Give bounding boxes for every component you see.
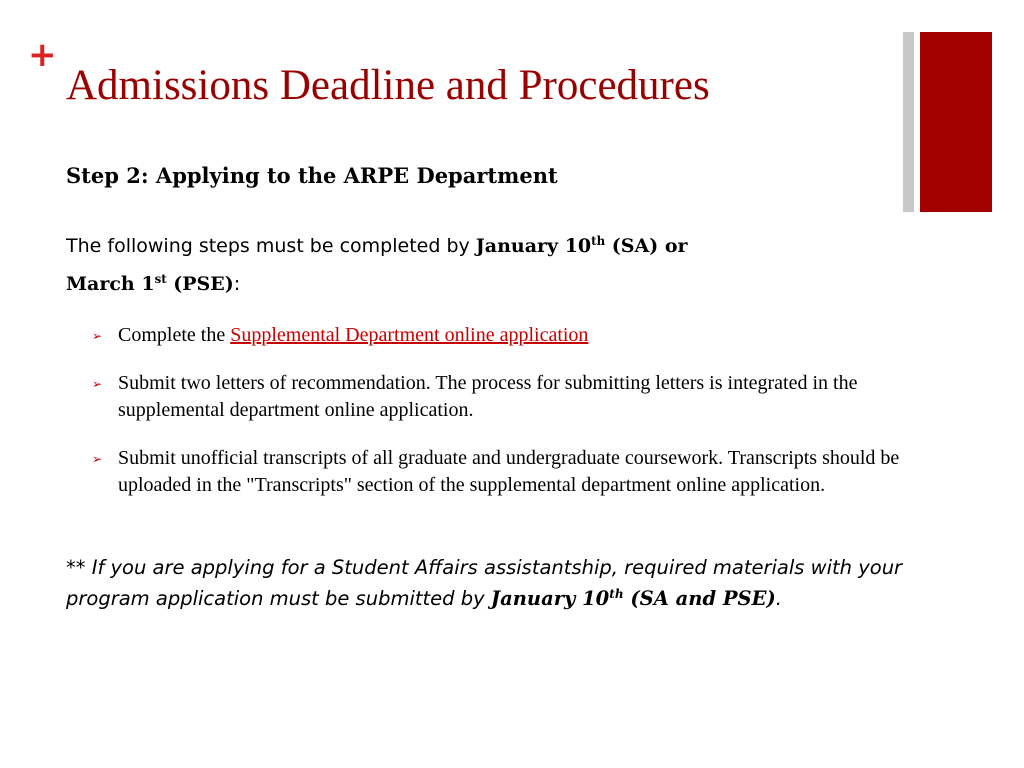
list-item-text: Submit unofficial transcripts of all graduate and undergraduate coursework. Transcripts should be uploaded in the "Transcripts" section of the supplemental department online application. [118, 447, 900, 496]
decorative-red-block [920, 32, 992, 212]
list-item [92, 370, 922, 424]
intro-paragraph: The following steps must be completed by January 10th (SA) or March 1st (PSE): [66, 233, 688, 295]
deadline-march: March 1st (PSE) [66, 271, 234, 295]
list-item [92, 322, 922, 349]
arrow-bullet-icon: ➢ [92, 452, 103, 466]
steps-list [92, 322, 922, 520]
supplemental-application-link[interactable]: Supplemental Department online application [230, 324, 589, 346]
deadline-january: January 10th (SA) or [475, 233, 688, 257]
list-item-text: Submit two letters of recommendation. The process for submitting letters is integrated in the supplemental department online application. [118, 372, 858, 421]
list-item-text: Complete the [118, 324, 231, 346]
slide-title: Admissions Deadline and Procedures [66, 62, 710, 109]
plus-icon: + [28, 35, 57, 75]
decorative-gray-bar [903, 32, 914, 212]
arrow-bullet-icon: ➢ [92, 329, 103, 343]
note-deadline: January 10th (SA and PSE) [490, 586, 776, 610]
arrow-bullet-icon: ➢ [92, 377, 103, 391]
step-heading: Step 2: Applying to the ARPE Department [66, 163, 558, 188]
list-item [92, 445, 922, 499]
intro-lead: The following steps must be completed by [66, 235, 476, 257]
assistantship-note: ** If you are applying for a Student Affairs assistantship, required materials with your program application must be submitted by January 10th (SA and PSE). [66, 556, 903, 610]
